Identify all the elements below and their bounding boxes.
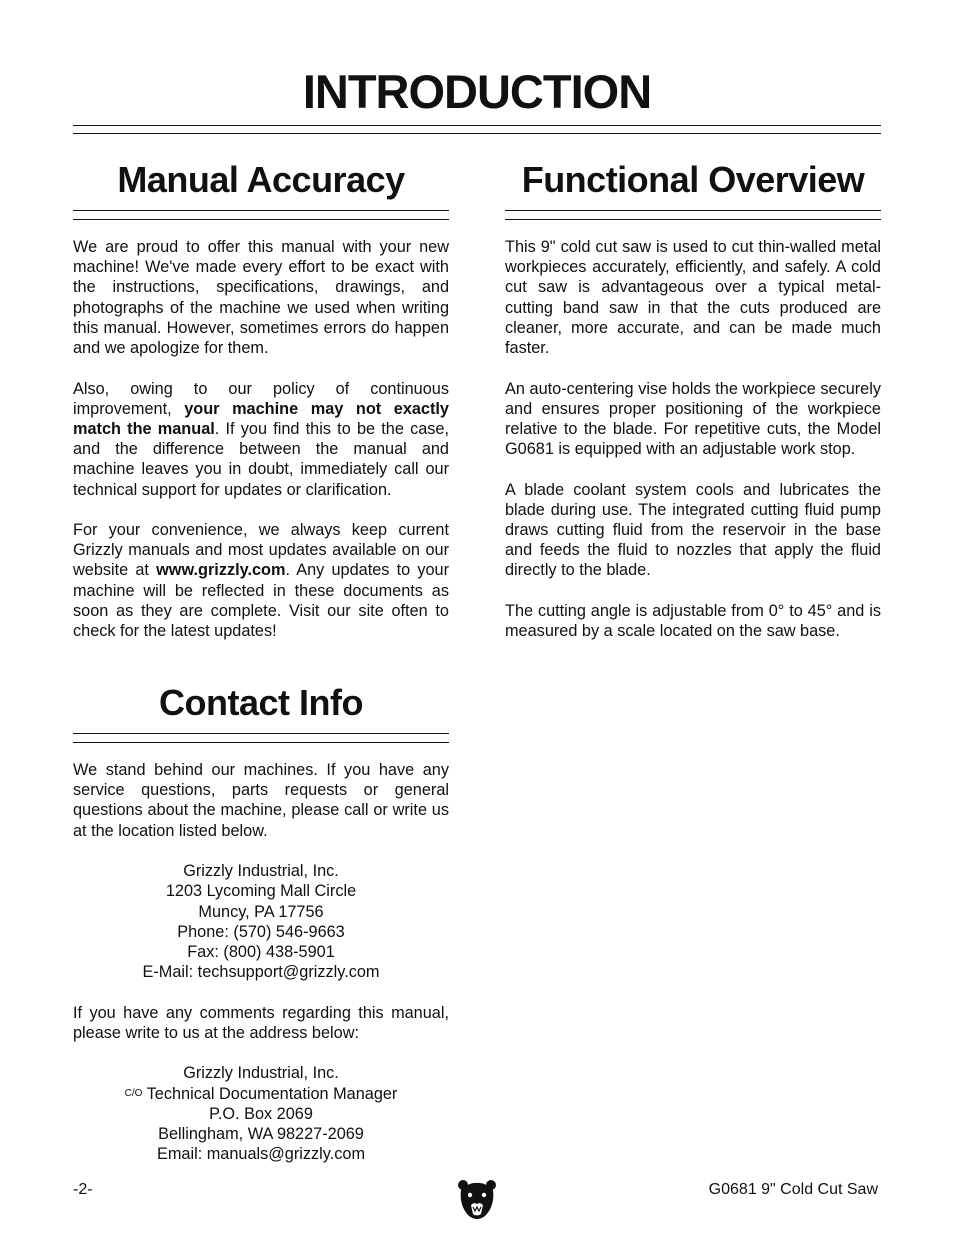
title-rule <box>73 125 881 134</box>
contact-info-rule <box>73 733 449 743</box>
address-line: 1203 Lycoming Mall Circle <box>165 882 357 901</box>
support-address <box>73 861 449 982</box>
phone-line: Phone: (570) 546-9663 <box>177 922 345 941</box>
functional-overview-section <box>505 158 881 662</box>
page-number: -2- <box>73 1181 93 1198</box>
email-line: E-Mail: techsupport@grizzly.com <box>142 963 380 982</box>
manual-accuracy-rule <box>73 210 449 220</box>
paragraph-text: For your convenience, we always keep current Grizzly manuals and most updates available on our website at <box>73 521 449 580</box>
care-of-mark: C/O <box>124 1087 143 1099</box>
functional-overview-paragraph-4: The cutting angle is adjustable from 0° to 45° and is measured by a scale located on the saw base. <box>505 601 881 641</box>
functional-overview-paragraph-3: A blade coolant system cools and lubricates the blade during use. The integrated cutting fluid pump draws cutting fluid from the reservoir in the base and feeds the fluid to nozzles that apply the fluid directly to the blade. <box>505 480 881 580</box>
grizzly-bear-logo-icon <box>457 1178 497 1222</box>
email-line: Email: manuals@grizzly.com <box>156 1145 366 1164</box>
functional-overview-paragraph-2: An auto-centering vise holds the workpiece securely and ensures proper positioning of the workpiece relative to the blade. For repetitive cuts, the Model G0681 is equipped with an adjustable work stop. <box>505 379 881 459</box>
contact-info-section <box>73 681 449 1185</box>
fax-line: Fax: (800) 438-5901 <box>187 942 335 961</box>
paragraph-text: . If you find this to be the case, and the difference between the manual and machine leaves you in doubt, immediately call our technical support for updates or clarification. <box>73 419 449 499</box>
address-line: P.O. Box 2069 <box>209 1104 313 1123</box>
functional-overview-paragraph-1: This 9" cold cut saw is used to cut thin-walled metal workpieces accurately, efficiently, and safely. A cold cut saw is advantageous over a typical metal-cutting band saw in that the cuts produced are cleaner, more accurate, and can be made much faster. <box>505 238 881 358</box>
website-link: www.grizzly.com <box>156 561 286 580</box>
contact-info-heading: Contact Info <box>159 682 363 723</box>
page-title: INTRODUCTION <box>302 65 652 118</box>
contact-info-paragraph-2: If you have any comments regarding this manual, please write to us at the address below: <box>73 1003 449 1042</box>
contact-info-paragraph-1: We stand behind our machines. If you have any service questions, parts requests or general questions about the machine, please call or write us at the location listed below. <box>73 761 449 840</box>
functional-overview-heading: Functional Overview <box>521 159 865 200</box>
address-line <box>73 1084 449 1104</box>
paragraph-text: . Any updates to your machine will be reflected in these documents as soon as they are complete. Visit our site often to check for the latest updates! <box>73 561 449 641</box>
manual-accuracy-paragraph-1: We are proud to offer this manual with your new machine! We've made every effort to be exact with the instructions, specifications, drawings, and photographs of the machine we used when writing this manual. However, sometimes errors do happen and we apologize for them. <box>73 238 449 358</box>
model-name: G0681 9" Cold Cut Saw <box>708 1181 878 1198</box>
documentation-address <box>73 1063 449 1164</box>
functional-overview-rule <box>505 210 881 220</box>
emphasis-text: your machine may not exactly match the manual <box>73 399 449 438</box>
address-line: Grizzly Industrial, Inc. <box>183 862 339 881</box>
address-text: Technical Documentation Manager <box>146 1084 398 1103</box>
address-line: Bellingham, WA 98227-2069 <box>158 1124 364 1143</box>
manual-accuracy-heading: Manual Accuracy <box>117 159 405 200</box>
address-line: Muncy, PA 17756 <box>198 902 324 921</box>
manual-accuracy-section <box>73 158 449 662</box>
manual-accuracy-paragraph-2 <box>73 379 449 500</box>
paragraph-text: Also, owing to our policy of continuous improvement, <box>73 379 449 418</box>
manual-accuracy-paragraph-3 <box>73 520 449 641</box>
address-line: Grizzly Industrial, Inc. <box>183 1064 339 1083</box>
